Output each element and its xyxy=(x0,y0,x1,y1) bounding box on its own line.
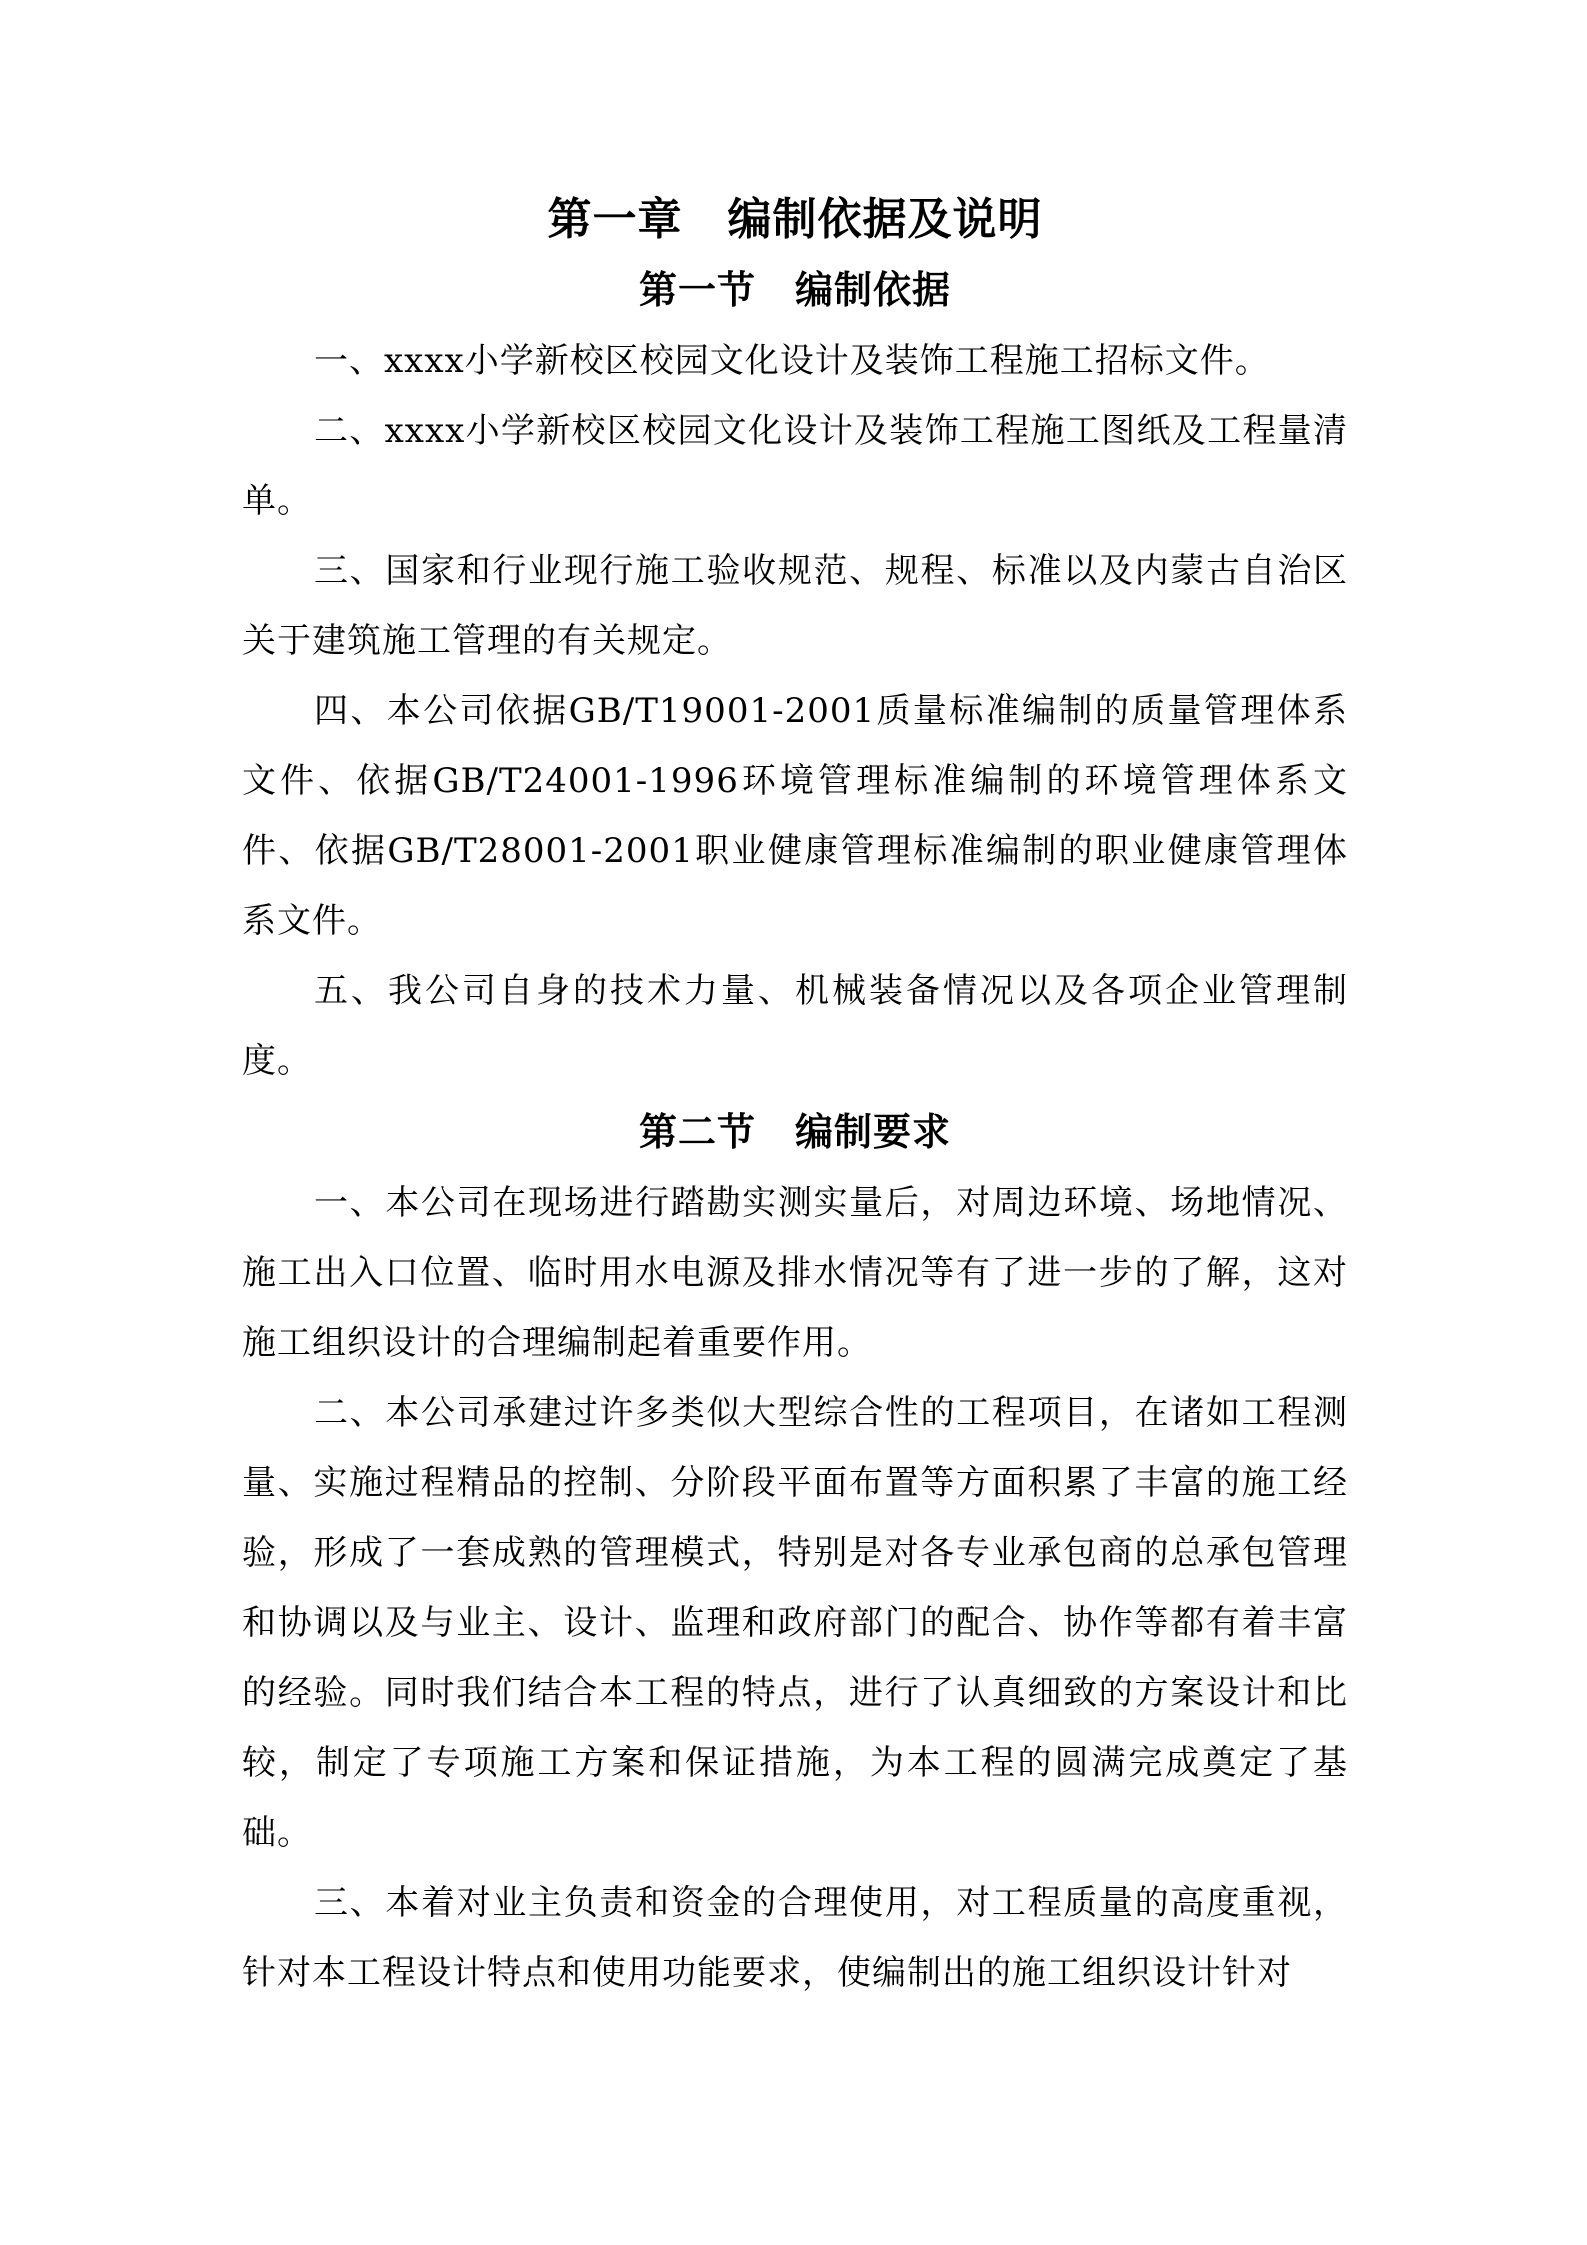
basis-paragraph-1: 一、xxxx小学新校区校园文化设计及装饰工程施工招标文件。 xyxy=(314,341,1270,381)
basis-paragraph-4: 四、本公司依据GB/T19001-2001质量标准编制的质量管理体系文件、依据GB/T24001-1996环境管理标准编制的环境管理体系文件、依据GB/T28001-2001职业健康管理标准编制的职业健康管理体系文件。 xyxy=(242,691,1348,941)
section-title-requirements: 第二节 编制要求 xyxy=(638,1109,951,1154)
document-body xyxy=(242,186,1348,2008)
section-title-basis: 第一节 编制依据 xyxy=(638,267,951,312)
requirements-paragraph-3: 三、本着对业主负责和资金的合理使用，对工程质量的高度重视，针对本工程设计特点和使用功能要求，使编制出的施工组织设计针对 xyxy=(242,1883,1348,1993)
chapter-title: 第一章 编制依据及说明 xyxy=(547,194,1043,245)
requirements-paragraph-1: 一、本公司在现场进行踏勘实测实量后，对周边环境、场地情况、施工出入口位置、临时用水电源及排水情况等有了进一步的了解，这对施工组织设计的合理编制起着重要作用。 xyxy=(242,1183,1348,1363)
basis-paragraph-5: 五、我公司自身的技术力量、机械装备情况以及各项企业管理制度。 xyxy=(242,971,1348,1081)
basis-paragraph-2: 二、xxxx小学新校区校园文化设计及装饰工程施工图纸及工程量清单。 xyxy=(242,411,1348,521)
basis-paragraph-3: 三、国家和行业现行施工验收规范、规程、标准以及内蒙古自治区关于建筑施工管理的有关规定。 xyxy=(242,551,1348,661)
requirements-paragraph-2: 二、本公司承建过许多类似大型综合性的工程项目，在诸如工程测量、实施过程精品的控制、分阶段平面布置等方面积累了丰富的施工经验，形成了一套成熟的管理模式，特别是对各专业承包商的总承包管理和协调以及与业主、设计、监理和政府部门的配合、协作等都有着丰富的经验。同时我们结合本工程的特点，进行了认真细致的方案设计和比较，制定了专项施工方案和保证措施，为本工程的圆满完成奠定了基础。 xyxy=(242,1393,1348,1853)
